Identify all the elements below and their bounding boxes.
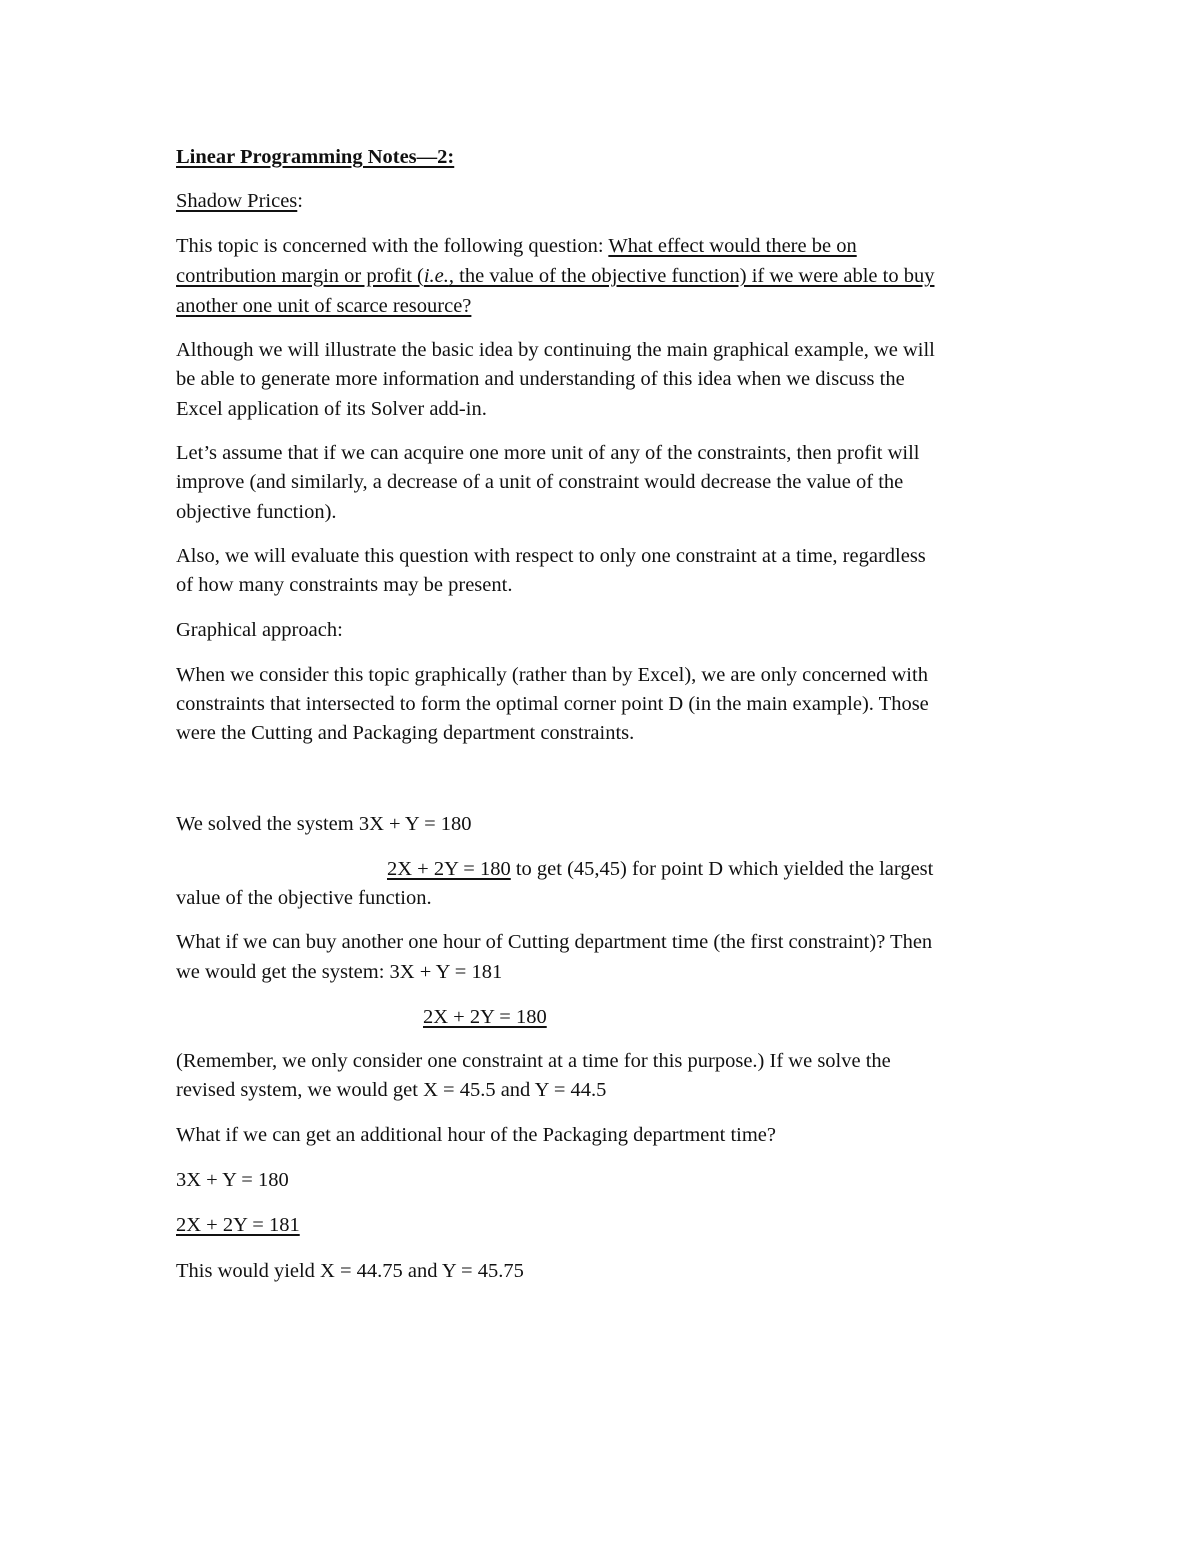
solved-system-equation-2: 2X + 2Y = 180	[387, 858, 511, 880]
para-lets-assume-line-2: improve (and similarly, a decrease of a unit of constraint would decrease the value of the	[176, 471, 904, 493]
intro-line-1	[176, 232, 1076, 262]
cutting-question-line-1: What if we can buy another one hour of Cutting department time (the first constraint)? Then	[176, 931, 933, 953]
para-remember-line-1: (Remember, we only consider one constraint at a time for this purpose.) If we solve the	[176, 1050, 891, 1072]
heading-shadow-prices-text: Shadow Prices	[176, 190, 298, 212]
cutting-equation-2: 2X + 2Y = 180	[423, 1006, 547, 1028]
heading-shadow-prices-colon: :	[297, 190, 303, 212]
para-lets-assume-line-3: objective function).	[176, 501, 337, 523]
para-although-line-2: be able to generate more information and understanding of this idea when we discuss the	[176, 368, 905, 390]
para-although-line-1: Although we will illustrate the basic idea by continuing the main graphical example, we will	[176, 339, 935, 361]
intro-lead: This topic is concerned with the following question:	[176, 235, 609, 257]
para-also-line-1: Also, we will evaluate this question with respect to only one constraint at a time, regardless	[176, 545, 926, 567]
packaging-equation-2: 2X + 2Y = 181	[176, 1214, 300, 1236]
para-although-line-3: Excel application of its Solver add-in.	[176, 398, 487, 420]
solved-system-line-3: value of the objective function.	[176, 887, 432, 909]
para-when-line-3: were the Cutting and Packaging department constraints.	[176, 722, 635, 744]
intro-line-3: another one unit of scarce resource?	[176, 295, 472, 317]
intro-question-part-2b: , the value of the objective function) if we were able to buy	[448, 265, 935, 287]
cutting-question-line-2: we would get the system: 3X + Y = 181	[176, 961, 503, 983]
document-title: Linear Programming Notes—2:	[176, 146, 455, 168]
heading-graphical-approach: Graphical approach:	[176, 619, 343, 641]
para-remember-line-2: revised system, we would get X = 45.5 and Y = 44.5	[176, 1079, 607, 1101]
intro-question-part-1: What effect would there be on	[608, 235, 857, 257]
solved-system-line-2	[387, 855, 1087, 885]
intro-question-part-2a: contribution margin or profit (	[176, 265, 424, 287]
packaging-equation-1: 3X + Y = 180	[176, 1169, 289, 1191]
packaging-question: What if we can get an additional hour of the Packaging department time?	[176, 1124, 776, 1146]
intro-question-ie: i.e.	[423, 265, 449, 287]
solved-system-equation-2-rest: to get (45,45) for point D which yielded the largest	[510, 858, 934, 880]
para-when-line-1: When we consider this topic graphically (rather than by Excel), we are only concerned with	[176, 664, 928, 686]
intro-line-2	[176, 262, 1076, 292]
para-also-line-2: of how many constraints may be present.	[176, 574, 513, 596]
solved-system-line-1: We solved the system 3X + Y = 180	[176, 813, 472, 835]
heading-shadow-prices	[176, 187, 1076, 217]
para-lets-assume-line-1: Let’s assume that if we can acquire one more unit of any of the constraints, then profit will	[176, 442, 920, 464]
packaging-result: This would yield X = 44.75 and Y = 45.75	[176, 1260, 524, 1282]
para-when-line-2: constraints that intersected to form the optimal corner point D (in the main example). Those	[176, 693, 929, 715]
